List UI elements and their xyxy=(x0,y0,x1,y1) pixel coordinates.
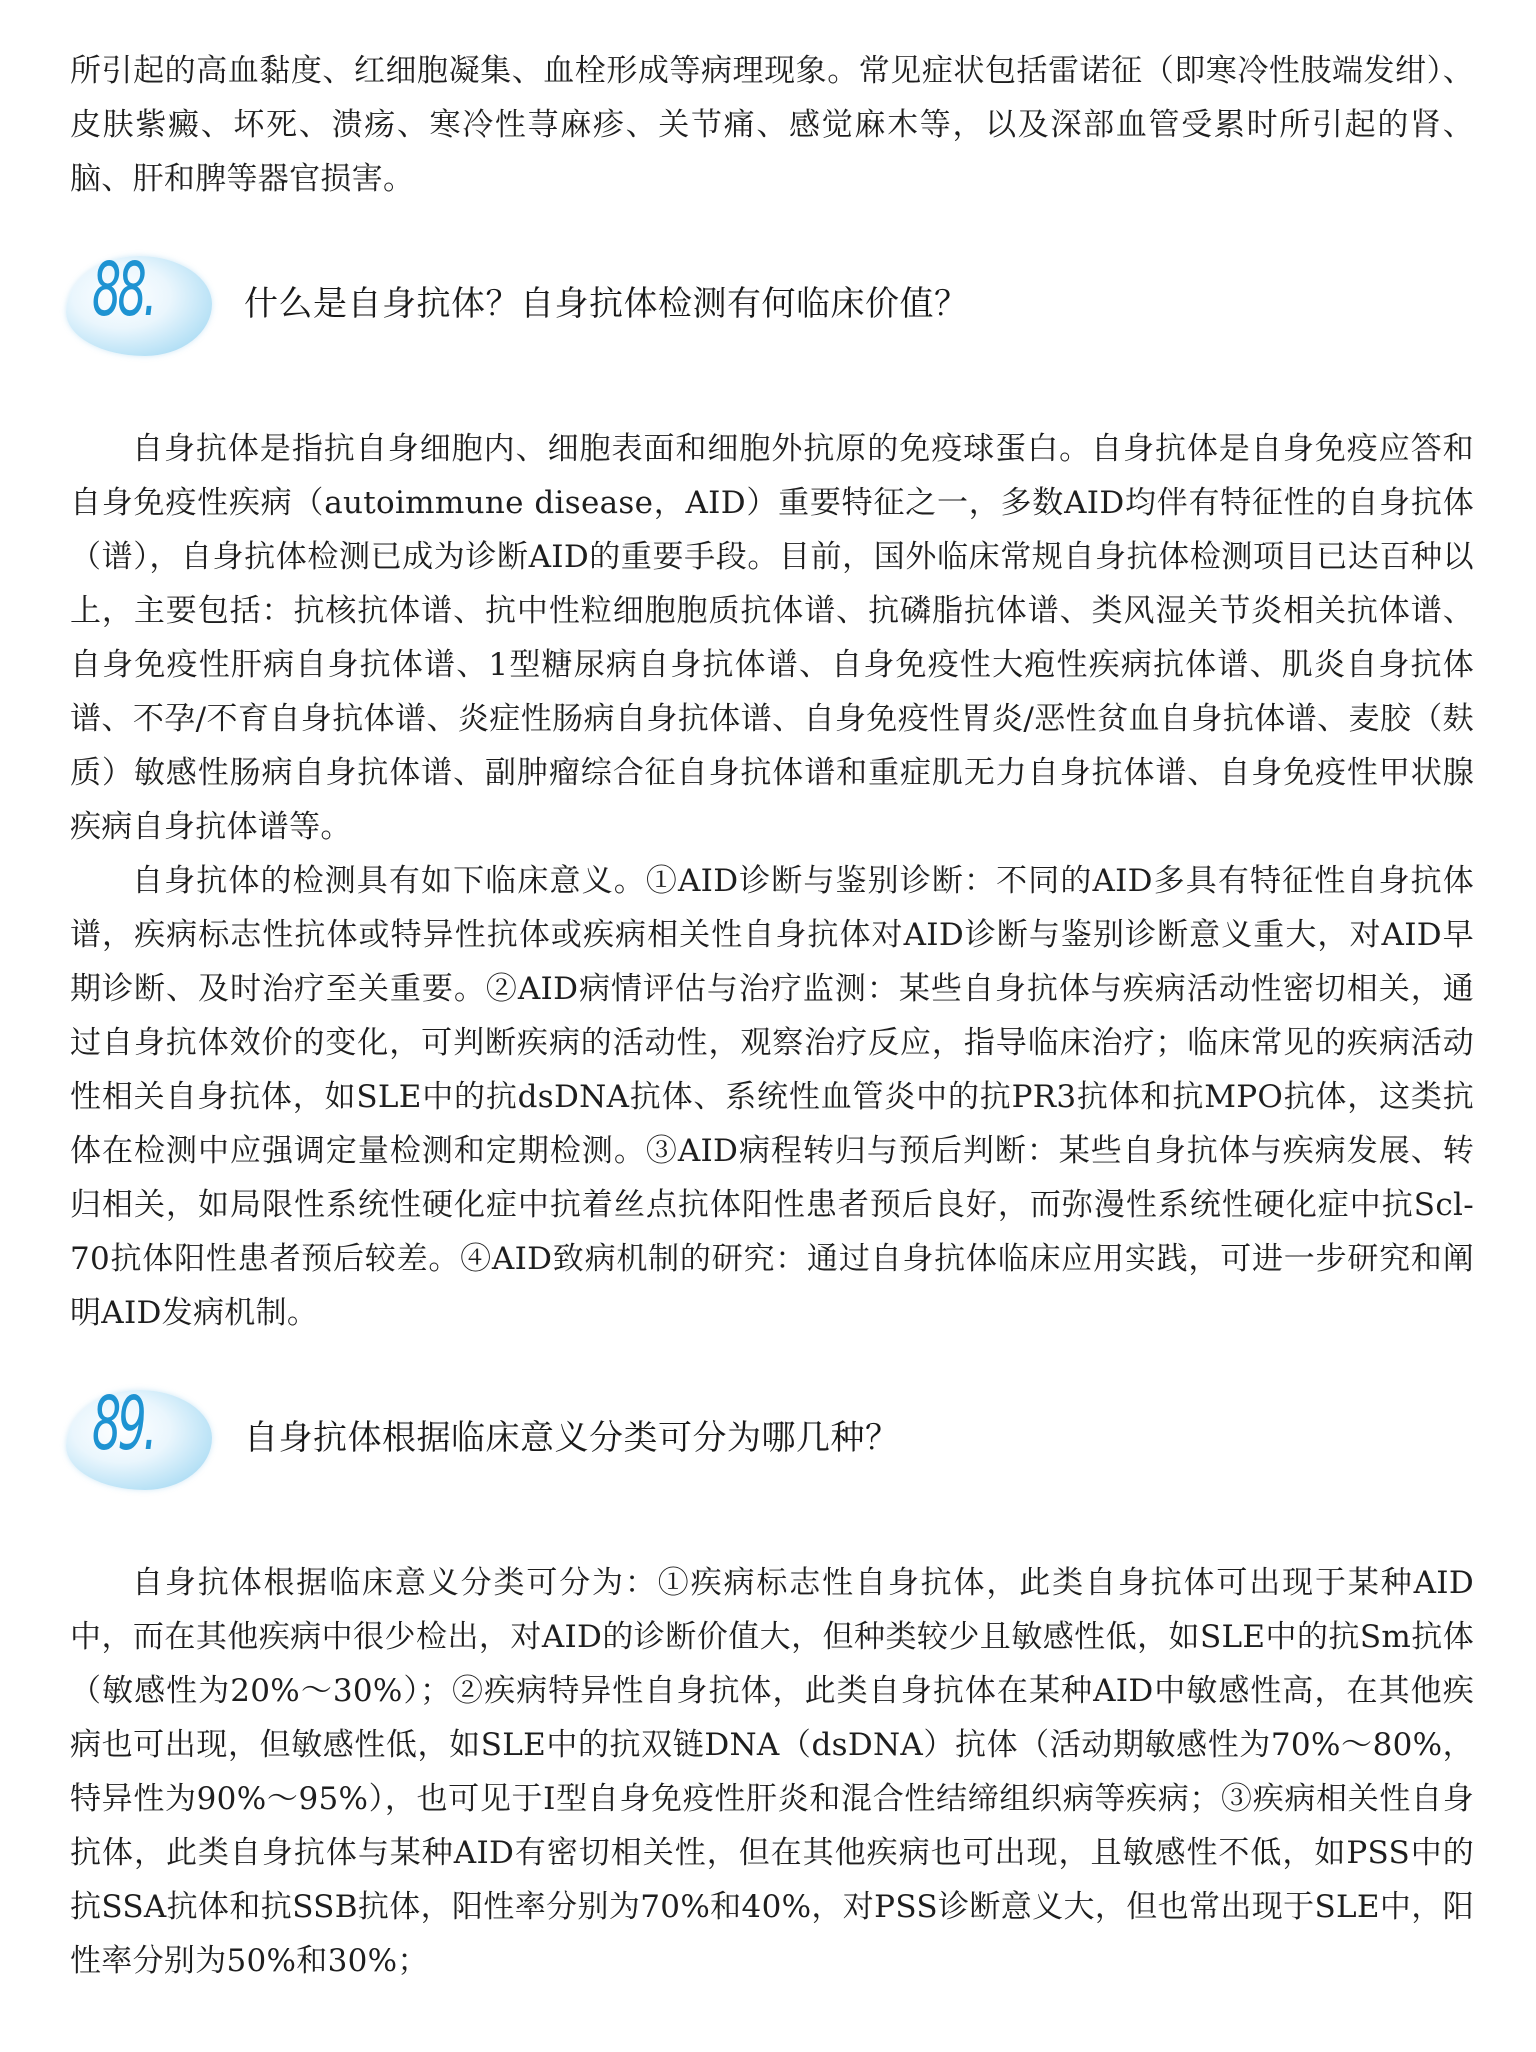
section-title: 自身抗体根据临床意义分类可分为哪几种？ xyxy=(244,1418,900,1458)
section-88-paragraph-2: 自身抗体的检测具有如下临床意义。①AID诊断与鉴别诊断：不同的AID多具有特征性自身抗体谱，疾病标志性抗体或特异性抗体或疾病相关性自身抗体对AID诊断与鉴别诊断意义重大，对AID早期诊断、及时治疗至关重要。②AID病情评估与治疗监测：某些自身抗体与疾病活动性密切相关，通过自身抗体效价的变化，可判断疾病的活动性，观察治疗反应，指导临床治疗；临床常见的疾病活动性相关自身抗体，如SLE中的抗dsDNA抗体、系统性血管炎中的抗PR3抗体和抗MPO抗体，这类抗体在检测中应强调定量检测和定期检测。③AID病程转归与预后判断：某些自身抗体与疾病发展、转归相关，如局限性系统性硬化症中抗着丝点抗体阳性患者预后良好，而弥漫性系统性硬化症中抗Scl-70抗体阳性患者预后较差。④AID致病机制的研究：通过自身抗体临床应用实践，可进一步研究和阐明AID发病机制。 xyxy=(70,863,1474,1331)
section-title: 什么是自身抗体？自身抗体检测有何临床价值？ xyxy=(244,284,969,324)
document-page xyxy=(70,44,1474,1988)
question-number: 89. xyxy=(92,1381,154,1467)
section-89-paragraph-1: 自身抗体根据临床意义分类可分为：①疾病标志性自身抗体，此类自身抗体可出现于某种AID中，而在其他疾病中很少检出，对AID的诊断价值大，但种类较少且敏感性低，如SLE中的抗Sm抗体（敏感性为20%～30%）；②疾病特异性自身抗体，此类自身抗体在某种AID中敏感性高，在其他疾病也可出现，但敏感性低，如SLE中的抗双链DNA（dsDNA）抗体（活动期敏感性为70%～80%，特异性为90%～95%），也可见于Ⅰ型自身免疫性肝炎和混合性结缔组织病等疾病；③疾病相关性自身抗体，此类自身抗体与某种AID有密切相关性，但在其他疾病也可出现，且敏感性不低，如PSS中的抗SSA抗体和抗SSB抗体，阳性率分别为70%和40%，对PSS诊断意义大，但也常出现于SLE中，阳性率分别为50%和30%； xyxy=(70,1565,1474,1979)
question-number-badge xyxy=(66,1380,216,1494)
section-89-heading xyxy=(70,1372,1474,1538)
question-number: 88. xyxy=(92,247,154,333)
question-number-badge xyxy=(66,246,216,360)
section-88-heading xyxy=(70,238,1474,404)
intro-paragraph: 所引起的高血黏度、红细胞凝集、血栓形成等病理现象。常见症状包括雷诺征（即寒冷性肢端发绀）、皮肤紫癜、坏死、溃疡、寒冷性荨麻疹、关节痛、感觉麻木等，以及深部血管受累时所引起的肾、脑、肝和脾等器官损害。 xyxy=(70,53,1474,197)
section-88-paragraph-1: 自身抗体是指抗自身细胞内、细胞表面和细胞外抗原的免疫球蛋白。自身抗体是自身免疫应答和自身免疫性疾病（autoimmune disease，AID）重要特征之一，多数AID均伴有特征性的自身抗体（谱），自身抗体检测已成为诊断AID的重要手段。目前，国外临床常规自身抗体检测项目已达百种以上，主要包括：抗核抗体谱、抗中性粒细胞胞质抗体谱、抗磷脂抗体谱、类风湿关节炎相关抗体谱、自身免疫性肝病自身抗体谱、1型糖尿病自身抗体谱、自身免疫性大疱性疾病抗体谱、肌炎自身抗体谱、不孕/不育自身抗体谱、炎症性肠病自身抗体谱、自身免疫性胃炎/恶性贫血自身抗体谱、麦胶（麸质）敏感性肠病自身抗体谱、副肿瘤综合征自身抗体谱和重症肌无力自身抗体谱、自身免疫性甲状腺疾病自身抗体谱等。 xyxy=(70,431,1474,845)
